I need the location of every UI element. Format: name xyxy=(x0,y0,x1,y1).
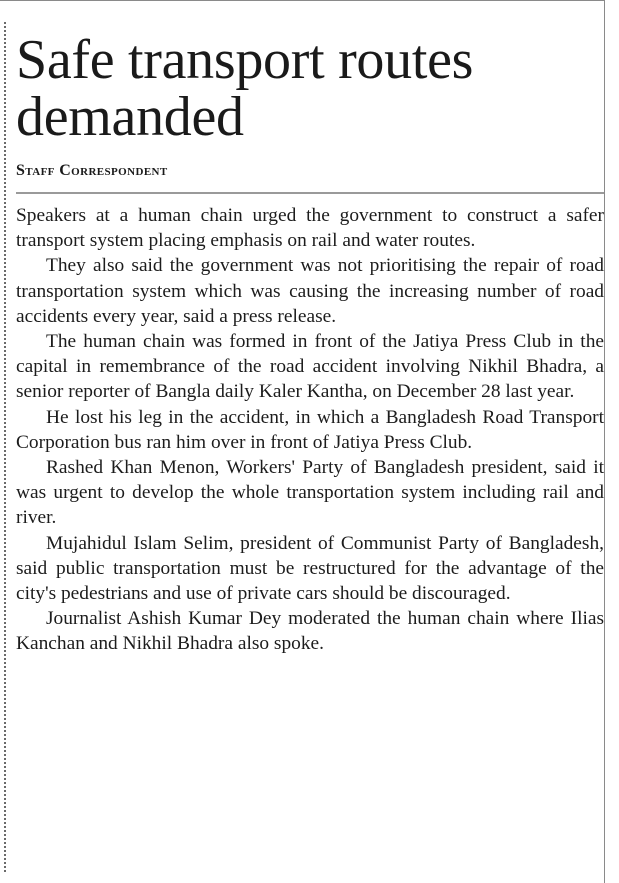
article-body xyxy=(16,203,604,657)
byline: Staff Correspondent xyxy=(16,162,168,179)
paragraph: Rashed Khan Menon, Workers' Party of Bangladesh president, said it was urgent to develop the whole transportation system including rail and river. xyxy=(16,457,604,529)
paragraph: Speakers at a human chain urged the government to construct a safer transport system placing emphasis on rail and water routes. xyxy=(16,205,604,252)
cut-line-dotted xyxy=(4,22,6,872)
byline-divider xyxy=(16,192,604,194)
paragraph: They also said the government was not prioritising the repair of road transportation system which was causing the increasing number of road accidents every year, said a press release. xyxy=(16,255,604,327)
top-border-rule xyxy=(0,0,605,1)
paragraph: He lost his leg in the accident, in which a Bangladesh Road Transport Corporation bus ran him over in front of Jatiya Press Club. xyxy=(16,406,604,453)
paragraph: Mujahidul Islam Selim, president of Communist Party of Bangladesh, said public transportation must be restructured for the advantage of the city's pedestrians and use of private cars should be discouraged. xyxy=(16,532,604,605)
paragraph: Journalist Ashish Kumar Dey moderated the human chain where Ilias Kanchan and Nikhil Bhadra also spoke. xyxy=(16,608,604,655)
paragraph: The human chain was formed in front of the Jatiya Press Club in the capital in remembrance of the road accident involving Nikhil Bhadra, a senior reporter of Bangla daily Kaler Kantha, on December 28 last year. xyxy=(16,331,604,403)
headline: Safe transport routes demanded xyxy=(16,29,474,148)
